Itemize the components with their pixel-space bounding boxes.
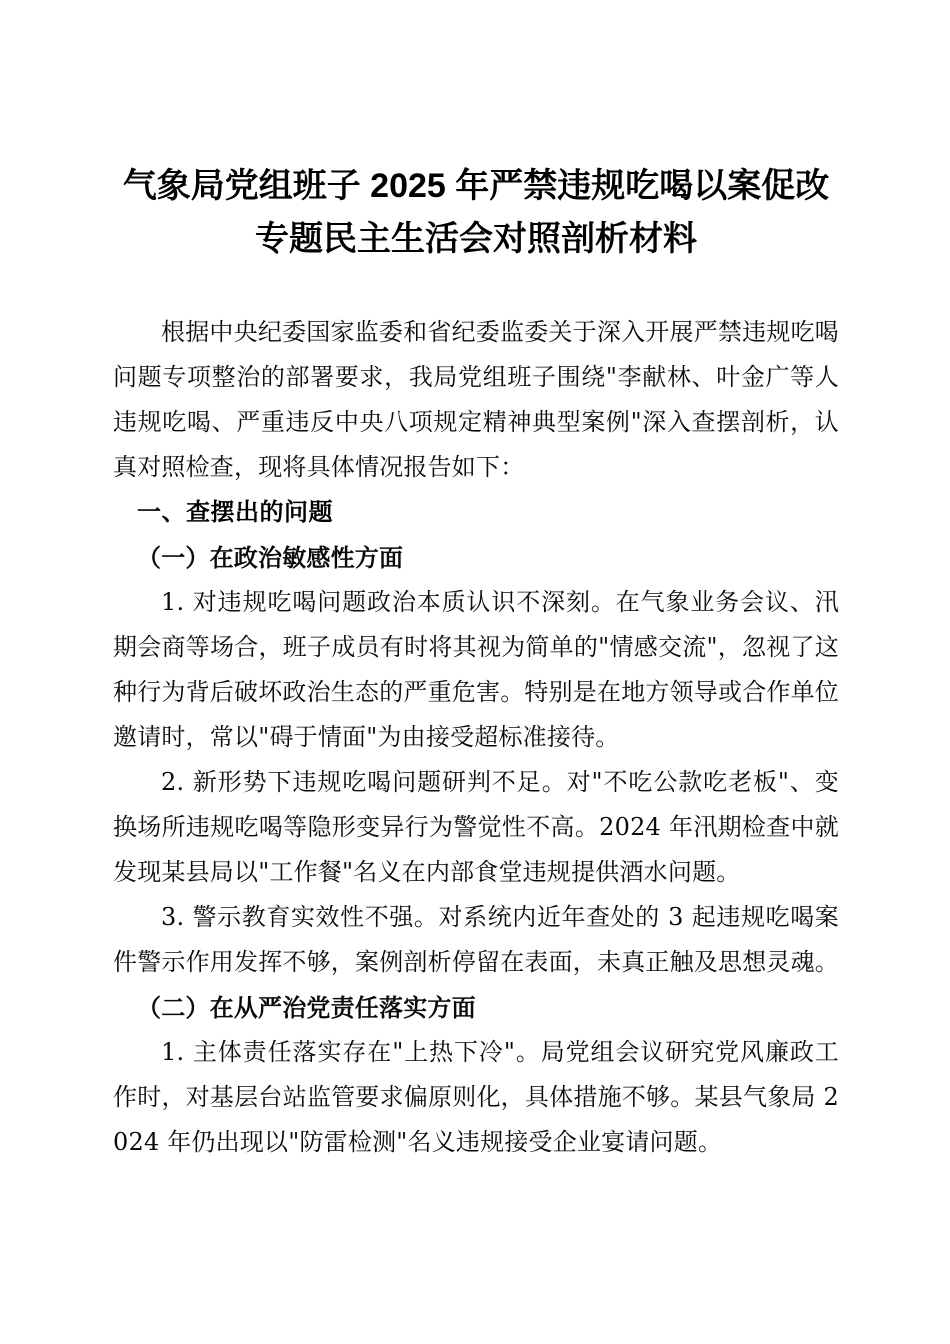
subsection-heading-1-2: （二）在从严治党责任落实方面 — [137, 993, 476, 1022]
list-item: 1. 主体责任落实存在"上热下冷"。局党组会议研究党风廉政工作时，对基层台站监管要求偏原则化，具体措施不够。某县气象局 2024 年仍出现以"防雷检测"名义违规接受企业宴请问题。 — [113, 1038, 839, 1156]
list-item: 3. 警示教育实效性不强。对系统内近年查处的 3 起违规吃喝案件警示作用发挥不够，案例剖析停留在表面，未真正触及思想灵魂。 — [113, 903, 839, 976]
list-item: 2. 新形势下违规吃喝问题研判不足。对"不吃公款吃老板"、变换场所违规吃喝等隐形变异行为警觉性不高。2024 年汛期检查中就发现某县局以"工作餐"名义在内部食堂违规提供酒水问题。 — [113, 768, 839, 886]
preamble-paragraph: 根据中央纪委国家监委和省纪委监委关于深入开展严禁违规吃喝问题专项整治的部署要求，我局党组班子围绕"李献林、叶金广等人违规吃喝、严重违反中央八项规定精神典型案例"深入查摆剖析，认真对照检查，现将具体情况报告如下： — [113, 318, 839, 481]
list-item: 1. 对违规吃喝问题政治本质认识不深刻。在气象业务会议、汛期会商等场合，班子成员有时将其视为简单的"情感交流"，忽视了这种行为背后破坏政治生态的严重危害。特别是在地方领导或合作单位邀请时，常以"碍于情面"为由接受超标准接待。 — [113, 588, 839, 751]
document-body — [113, 160, 839, 1165]
subsection-heading-1-1: （一）在政治敏感性方面 — [137, 543, 404, 572]
page-title: 气象局党组班子 2025 年严禁违规吃喝以案促改专题民主生活会对照剖析材料 — [122, 167, 830, 258]
section-heading-1: 一、查摆出的问题 — [137, 499, 333, 526]
